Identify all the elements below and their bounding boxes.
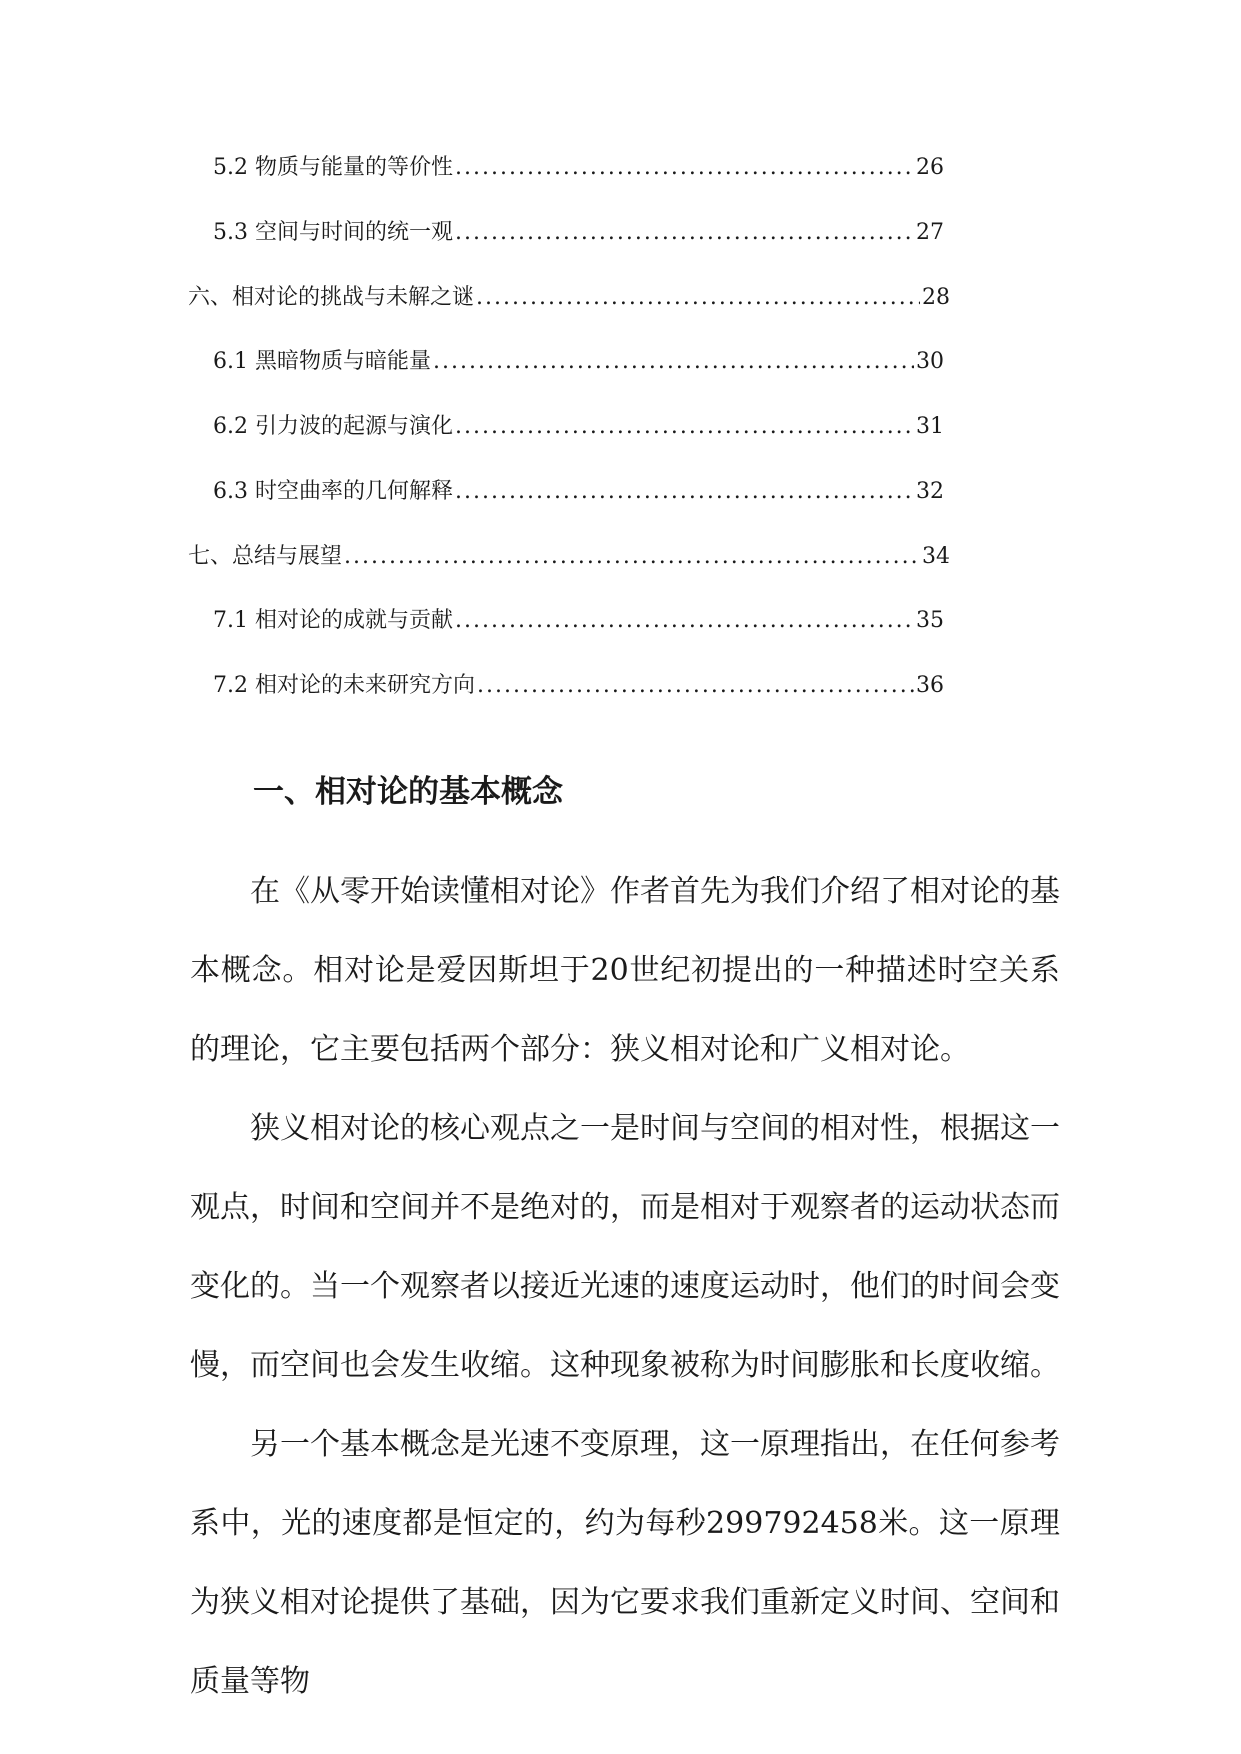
toc-dot-leader	[455, 153, 914, 183]
toc-entry-6-3[interactable]	[213, 477, 944, 507]
toc-entry-label: 5.2 物质与能量的等价性	[213, 155, 454, 180]
toc-page-number: 35	[916, 608, 944, 633]
toc-entry-5-2[interactable]	[213, 153, 944, 183]
toc-dot-leader	[344, 542, 920, 572]
toc-page-number: 27	[916, 220, 944, 245]
paragraph: 狭义相对论的核心观点之一是时间与空间的相对性，根据这一观点，时间和空间并不是绝对的，而是相对于观察者的运动状态而变化的。当一个观察者以接近光速的速度运动时，他们的时间会变慢，而空间也会发生收缩。这种现象被称为时间膨胀和长度收缩。	[190, 1111, 1060, 1383]
toc-page-number: 28	[922, 285, 950, 310]
toc-entry-6-1[interactable]	[213, 347, 944, 377]
toc-page-number: 34	[922, 544, 950, 569]
toc-entry-chapter-7[interactable]	[188, 542, 950, 572]
toc-entry-label: 6.1 黑暗物质与暗能量	[213, 349, 432, 374]
toc-entry-label: 5.3 空间与时间的统一观	[213, 220, 454, 245]
toc-dot-leader	[455, 606, 914, 636]
paragraph: 另一个基本概念是光速不变原理，这一原理指出，在任何参考系中，光的速度都是恒定的，约为每秒299792458米。这一原理为狭义相对论提供了基础，因为它要求我们重新定义时间、空间和质量等物	[190, 1427, 1060, 1699]
toc-page-number: 36	[916, 673, 944, 698]
toc-entry-label: 7.1 相对论的成就与贡献	[213, 608, 454, 633]
toc-page-number: 32	[916, 479, 944, 504]
toc-dot-leader	[477, 671, 914, 701]
toc-entry-7-2[interactable]	[213, 671, 944, 701]
toc-dot-leader	[476, 283, 920, 313]
toc-dot-leader	[455, 477, 914, 507]
toc-page-number: 30	[916, 349, 944, 374]
toc-page-number: 31	[916, 414, 944, 439]
toc-dot-leader	[433, 347, 914, 377]
toc-dot-leader	[455, 218, 914, 248]
toc-entry-label: 六、相对论的挑战与未解之谜	[188, 285, 475, 310]
paragraph: 在《从零开始读懂相对论》作者首先为我们介绍了相对论的基本概念。相对论是爱因斯坦于20世纪初提出的一种描述时空关系的理论，它主要包括两个部分：狭义相对论和广义相对论。	[190, 874, 1060, 1067]
toc-dot-leader	[455, 412, 914, 442]
toc-entry-label: 6.3 时空曲率的几何解释	[213, 479, 454, 504]
toc-entry-6-2[interactable]	[213, 412, 944, 442]
toc-entry-chapter-6[interactable]	[188, 283, 950, 313]
toc-entry-7-1[interactable]	[213, 606, 944, 636]
toc-entry-label: 6.2 引力波的起源与演化	[213, 414, 454, 439]
toc-entry-5-3[interactable]	[213, 218, 944, 248]
toc-entry-label: 7.2 相对论的未来研究方向	[213, 673, 476, 698]
section-heading: 一、相对论的基本概念	[253, 774, 563, 810]
section-body	[190, 852, 1060, 1721]
toc-page-number: 26	[916, 155, 944, 180]
toc-entry-label: 七、总结与展望	[188, 544, 343, 569]
